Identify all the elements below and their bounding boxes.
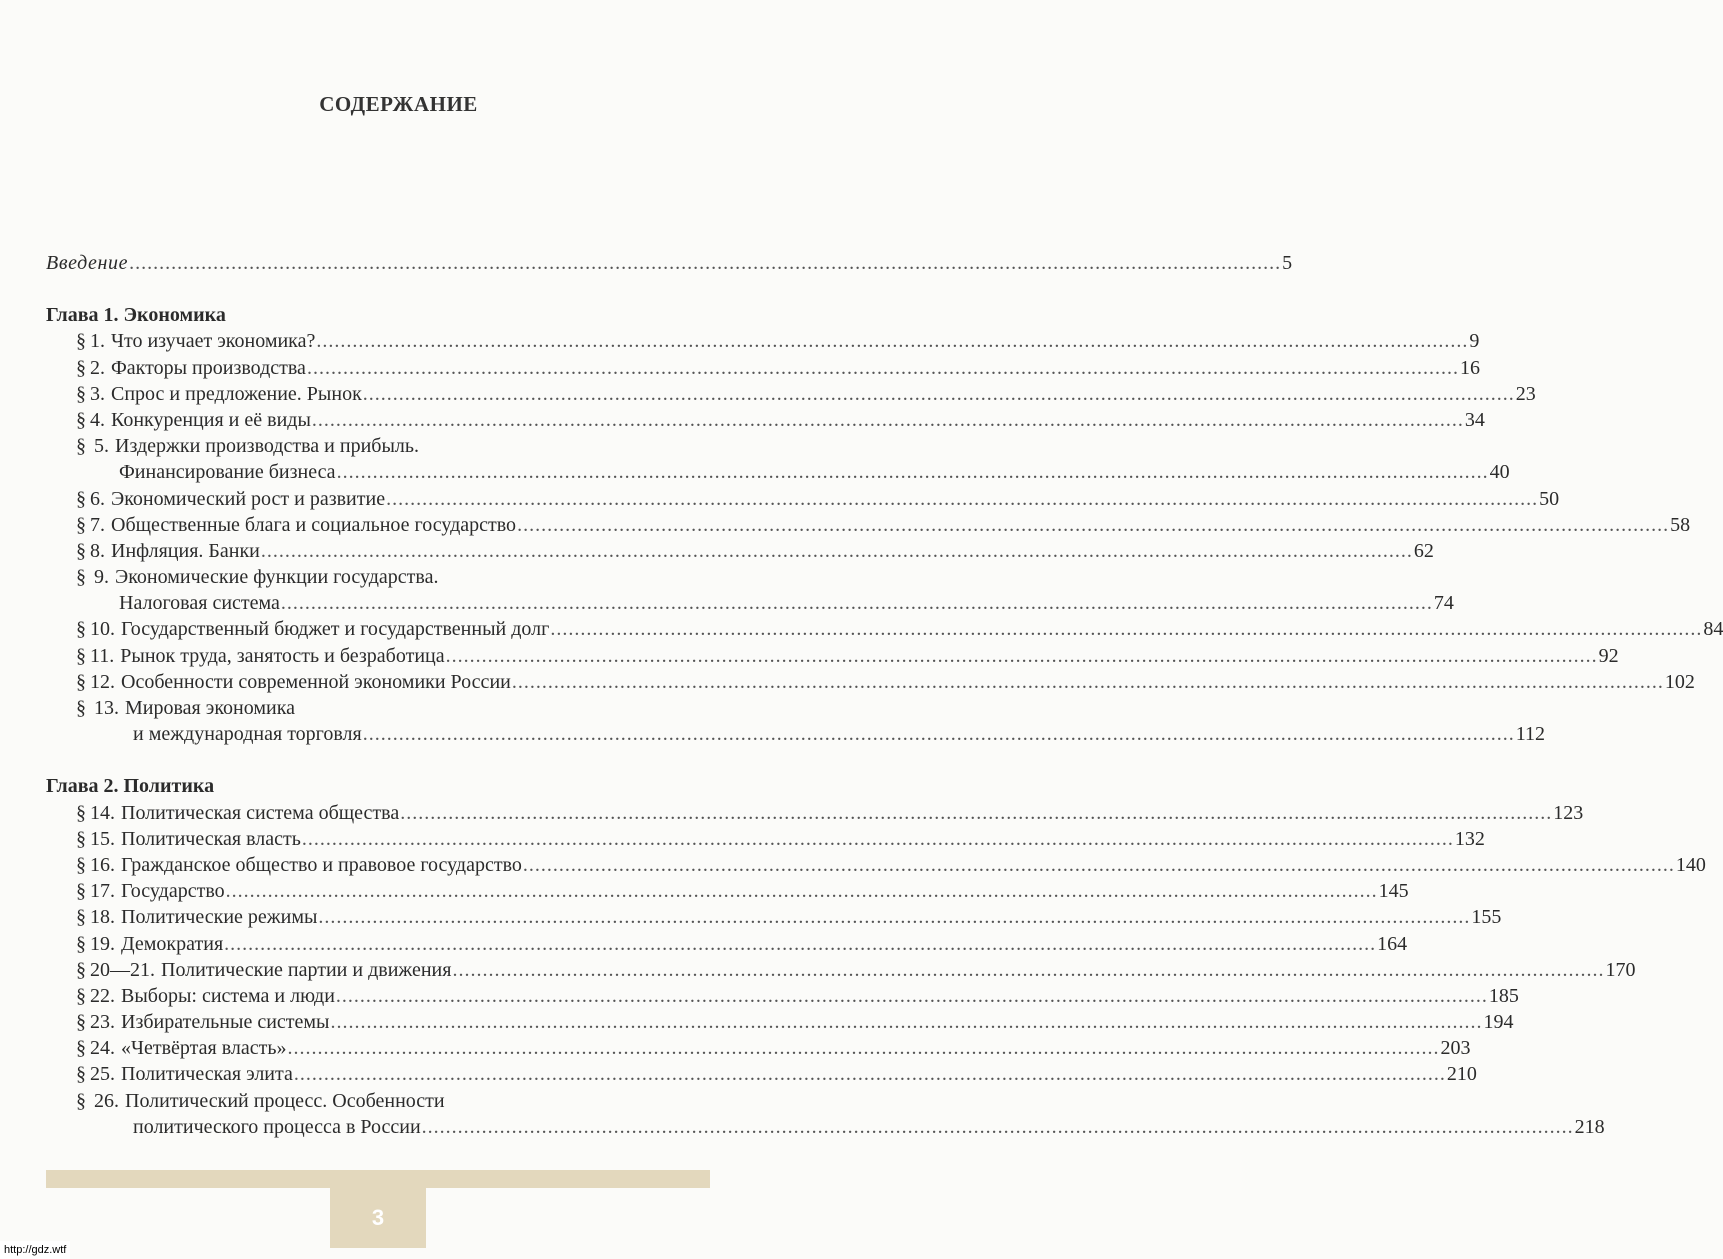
toc-entry[interactable]	[46, 1088, 704, 1114]
section-number: 14.	[90, 801, 115, 824]
section-symbol: §	[76, 1089, 86, 1112]
section-symbol: §	[76, 513, 86, 536]
toc-entry-title: Общественные блага и социальное государство	[111, 513, 517, 536]
toc-entry[interactable]	[46, 826, 1485, 852]
chapters-list	[46, 302, 1723, 1140]
toc-page-number: 203	[1440, 1037, 1471, 1060]
section-number: 18.	[90, 906, 115, 929]
toc-page-number: 84	[1703, 618, 1723, 641]
section-symbol: §	[76, 1011, 86, 1034]
section-number: 23.	[90, 1011, 115, 1034]
toc-entry[interactable]	[46, 433, 704, 459]
toc-entry-title: Экономические функции государства.	[115, 566, 439, 589]
section-symbol: §	[76, 697, 86, 719]
dot-leader	[400, 800, 1552, 826]
page-title: СОДЕРЖАНИЕ	[319, 92, 478, 116]
dot-leader	[446, 643, 1598, 669]
toc-entry[interactable]	[46, 904, 1502, 930]
section-number: 13.	[94, 697, 119, 719]
dot-leader	[261, 538, 1413, 564]
section-symbol: §	[76, 670, 86, 693]
toc-entry[interactable]	[46, 800, 1584, 826]
section-symbol: §	[76, 356, 86, 379]
toc-entry-continuation[interactable]	[46, 721, 1545, 747]
dot-leader	[386, 486, 1538, 512]
toc-entry[interactable]	[46, 512, 1691, 538]
toc-entry-title: Экономический рост и развитие	[111, 487, 386, 510]
dot-leader	[129, 250, 1281, 276]
footer-band	[46, 1170, 710, 1188]
section-number: 6.	[90, 487, 105, 510]
dot-leader	[523, 852, 1675, 878]
section-symbol: §	[76, 827, 86, 850]
dot-leader	[224, 931, 1376, 957]
section-symbol: §	[76, 984, 86, 1007]
toc-entry[interactable]	[46, 1061, 1477, 1087]
dot-leader	[307, 355, 1459, 381]
section-symbol: §	[76, 539, 86, 562]
dot-leader	[316, 328, 1468, 354]
toc-entry-title: Политические режимы	[121, 906, 318, 929]
section-number: 10.	[90, 618, 115, 641]
section-symbol: §	[76, 487, 86, 510]
dot-leader	[517, 512, 1669, 538]
section-number: 25.	[90, 1063, 115, 1086]
toc-page-number: 34	[1464, 408, 1485, 431]
section-number: 24.	[90, 1037, 115, 1060]
chapter-heading[interactable]: Глава 2. Политика	[46, 775, 215, 798]
section-number: 17.	[90, 880, 115, 903]
toc-entry-title: Гражданское общество и правовое государство	[121, 853, 522, 876]
toc-entry-continuation[interactable]	[46, 459, 1510, 485]
section-symbol: §	[76, 932, 86, 955]
watermark-link[interactable]: http://gdz.wtf	[0, 1241, 70, 1259]
toc-entry[interactable]	[46, 407, 1485, 433]
toc-entry-title: Инфляция. Банки	[111, 539, 260, 562]
toc-page-number: 140	[1675, 853, 1706, 876]
toc-entry-title: Рынок труда, занятость и безработица	[120, 644, 445, 667]
section-number: 20—21.	[90, 958, 155, 981]
section-symbol: §	[76, 906, 86, 929]
toc-page-number: 164	[1377, 932, 1408, 955]
section-number: 7.	[90, 513, 105, 536]
section-number: 8.	[90, 539, 105, 562]
toc-entry-title: Издержки производства и прибыль.	[115, 435, 419, 458]
toc-entry-title: Политическая власть	[121, 827, 301, 850]
dot-leader	[312, 407, 1464, 433]
toc-entry[interactable]	[46, 1009, 1514, 1035]
toc-entry-title: Мировая экономика	[125, 697, 295, 719]
toc-page-number: 123	[1553, 801, 1584, 824]
section-symbol: §	[76, 435, 86, 458]
toc-entry-title: Демократия	[121, 932, 224, 955]
toc-entry-title-continued: политического процесса в России	[133, 1115, 421, 1138]
section-number: 4.	[90, 408, 105, 431]
section-number: 15.	[90, 827, 115, 850]
section-number: 9.	[94, 566, 109, 589]
section-number: 11.	[90, 644, 115, 667]
toc-page-number: 9	[1469, 330, 1480, 353]
toc-entry[interactable]	[46, 878, 1409, 904]
section-symbol: §	[76, 801, 86, 824]
toc-entry-title-continued: и международная торговля	[133, 723, 362, 746]
toc-page-number: 5	[1282, 252, 1293, 274]
section-symbol: §	[76, 853, 86, 876]
toc-entry-title: Введение	[46, 252, 129, 274]
toc-entry[interactable]	[46, 695, 704, 721]
section-number: 1.	[90, 330, 105, 353]
toc-entry-title: Избирательные системы	[121, 1011, 330, 1034]
toc-entry[interactable]	[46, 669, 1695, 695]
section-number: 19.	[90, 932, 115, 955]
toc-entry-title: Политические партии и движения	[161, 958, 452, 981]
toc-entry[interactable]	[46, 852, 1706, 878]
toc-page-number: 218	[1574, 1115, 1605, 1138]
toc-page-number: 112	[1515, 723, 1545, 746]
section-number: 5.	[94, 435, 109, 458]
toc-page-number: 50	[1539, 487, 1560, 510]
section-number: 12.	[90, 670, 115, 693]
chapter-heading[interactable]: Глава 1. Экономика	[46, 304, 226, 327]
toc-entry-title: Политическая элита	[121, 1063, 293, 1086]
toc-entry-title: Выборы: система и люди	[121, 984, 335, 1007]
section-symbol: §	[76, 382, 86, 405]
toc-entry-title: Политический процесс. Особенности	[125, 1089, 445, 1112]
dot-leader	[281, 590, 1433, 616]
dot-leader	[337, 459, 1489, 485]
toc-page-number: 23	[1515, 382, 1536, 405]
toc-entry[interactable]	[46, 564, 704, 590]
dot-leader	[363, 721, 1515, 747]
toc-entry[interactable]	[46, 983, 1519, 1009]
toc-page-number: 16	[1459, 356, 1480, 379]
page-number-tab	[330, 1188, 426, 1248]
dot-leader	[512, 669, 1664, 695]
section-symbol: §	[76, 618, 86, 641]
toc-page-number: 210	[1446, 1063, 1477, 1086]
dot-leader	[331, 1009, 1483, 1035]
section-symbol: §	[76, 566, 86, 589]
section-symbol: §	[76, 408, 86, 431]
toc-entry[interactable]	[46, 616, 1723, 642]
toc-entry[interactable]	[46, 538, 1434, 564]
section-number: 16.	[90, 853, 115, 876]
section-number: 26.	[94, 1089, 119, 1112]
toc-entry[interactable]	[46, 643, 1619, 669]
section-number: 22.	[90, 984, 115, 1007]
page-number: 3	[371, 1205, 385, 1230]
toc-page-number: 58	[1670, 513, 1691, 536]
dot-leader	[422, 1114, 1574, 1140]
toc-page-number: 145	[1378, 880, 1409, 903]
toc-entry[interactable]	[46, 931, 1408, 957]
toc-page-number: 62	[1413, 539, 1434, 562]
toc-page-number: 74	[1433, 592, 1454, 615]
dot-leader	[336, 983, 1488, 1009]
table-of-contents	[46, 250, 1723, 1140]
section-symbol: §	[76, 644, 86, 667]
toc-page-number: 40	[1489, 461, 1510, 484]
toc-entry-title: Факторы производства	[111, 356, 306, 379]
toc-entry-title: Что изучает экономика?	[111, 330, 316, 353]
toc-entry-title: Политическая система общества	[121, 801, 400, 824]
dot-leader	[550, 616, 1702, 642]
section-symbol: §	[76, 880, 86, 903]
toc-page-number: 102	[1664, 670, 1695, 693]
toc-page-number: 92	[1598, 644, 1619, 667]
dot-leader	[302, 826, 1454, 852]
section-number: 3.	[90, 382, 105, 405]
toc-page-number: 185	[1488, 984, 1519, 1007]
toc-page-number: 155	[1471, 906, 1502, 929]
toc-entry[interactable]	[46, 1035, 1471, 1061]
section-symbol: §	[76, 958, 86, 981]
toc-entry-title: Государство	[121, 880, 225, 903]
toc-entry[interactable]	[46, 381, 1536, 407]
toc-entry-continuation[interactable]	[46, 590, 1454, 616]
toc-entry-continuation[interactable]	[46, 1114, 1605, 1140]
dot-leader	[226, 878, 1378, 904]
toc-entry-title: Конкуренция и её виды	[111, 408, 311, 431]
toc-entry-title: «Четвёртая власть»	[121, 1037, 287, 1060]
toc-entry[interactable]	[46, 355, 1480, 381]
section-symbol: §	[76, 1063, 86, 1086]
toc-entry-title: Спрос и предложение. Рынок	[111, 382, 362, 405]
toc-entry-title-continued: Налоговая система	[119, 592, 280, 615]
toc-page-number: 170	[1605, 958, 1636, 981]
toc-entry-title: Особенности современной экономики России	[121, 670, 511, 693]
toc-entry[interactable]	[46, 957, 1636, 983]
dot-leader	[294, 1061, 1446, 1087]
toc-entry[interactable]	[46, 328, 1480, 354]
toc-entry[interactable]	[46, 486, 1560, 512]
section-symbol: §	[76, 330, 86, 353]
toc-page-number: 132	[1454, 827, 1485, 850]
section-number: 2.	[90, 356, 105, 379]
dot-leader	[288, 1035, 1440, 1061]
toc-entry-title-continued: Финансирование бизнеса	[119, 461, 336, 484]
dot-leader	[363, 381, 1515, 407]
toc-entry-title: Государственный бюджет и государственный долг	[121, 618, 550, 641]
section-symbol: §	[76, 1037, 86, 1060]
dot-leader	[318, 904, 1470, 930]
dot-leader	[452, 957, 1604, 983]
toc-page-number: 194	[1483, 1011, 1514, 1034]
toc-entry-intro[interactable]	[46, 250, 1293, 276]
